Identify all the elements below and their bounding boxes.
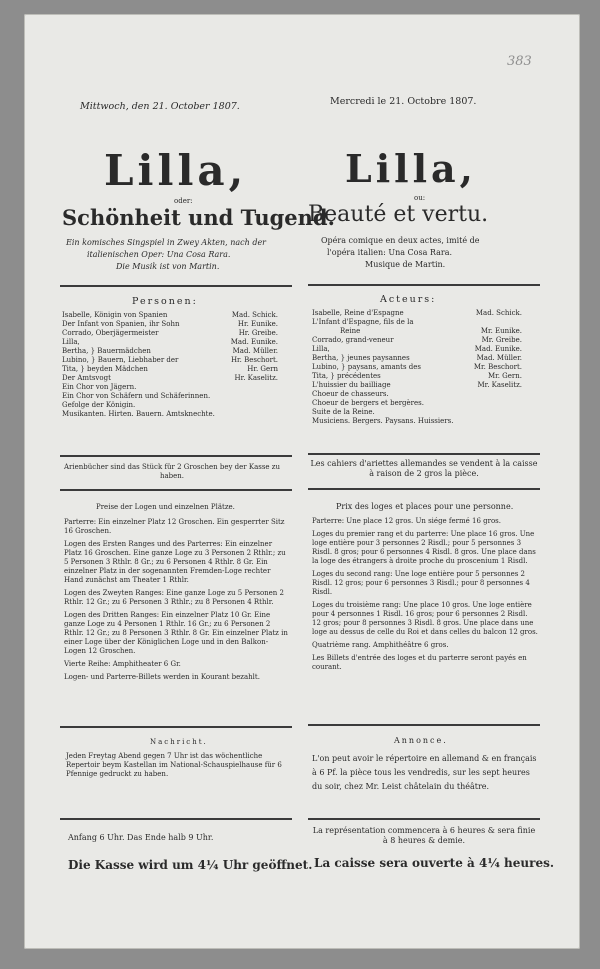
cast-row: Corrado, grand-veneur Mr. Greibe. xyxy=(312,336,522,344)
left-date: Mittwoch, den 21. October 1807. xyxy=(80,101,240,112)
chorus-line: Choeur de bergers et bergères. xyxy=(312,399,424,407)
chorus-line: Choeur de chasseurs. xyxy=(312,390,389,398)
chorus-line: Suite de la Reine. xyxy=(312,408,375,416)
chorus-line: Musiciens. Bergers. Paysans. Huissiers. xyxy=(312,417,454,425)
cast-row: Lilla, Mad. Eunike. xyxy=(312,345,522,353)
right-desc3: Musique de Martin. xyxy=(365,260,446,269)
right-divider-4 xyxy=(308,724,540,726)
right-date: Mercredi le 21. Octobre 1807. xyxy=(330,96,477,107)
right-start-time: La représentation commencera à 6 heures & sera finie à 8 heures & demie. xyxy=(312,826,536,845)
left-subtitle: Schönheit und Tugend. xyxy=(62,205,335,230)
cast-row: Lilla, Mad. Eunike. xyxy=(62,338,278,346)
left-booklet-note: Arienbücher sind das Stück für 2 Groschen bey der Kasse zu haben. xyxy=(64,463,280,480)
cast-row: Isabelle, Königin von Spanien Mad. Schick. xyxy=(62,311,278,319)
left-desc3: Die Musik ist von Martin. xyxy=(116,262,220,271)
right-cast-header: Acteurs: xyxy=(380,294,437,305)
chorus-line: Musikanten. Hirten. Bauern. Amtsknechte. xyxy=(62,410,215,418)
price-item: Quatrième rang. Amphithéâtre 6 gros. xyxy=(312,641,449,649)
cast-row: Der Amtsvogt Hr. Kaselitz. xyxy=(62,374,278,382)
cast-row: Tita, } beyden Mädchen Hr. Gern xyxy=(62,365,278,373)
chorus-line: Gefolge der Königin. xyxy=(62,401,136,409)
cast-row: Der Infant von Spanien, ihr Sohn Hr. Eunike. xyxy=(62,320,278,328)
cast-row: Bertha, } Bauermädchen Mad. Müller. xyxy=(62,347,278,355)
left-divider-2 xyxy=(60,455,292,457)
right-prices-header: Prix des loges et places pour une personne. xyxy=(336,502,514,511)
price-item: Logen des Ersten Ranges und des Parterres: Ein einzelner Platz 16 Groschen. Eine ganze Loge zu 3 Personen 2 Rthlr.; zu 5 Personen 3 Rthlr. 8 Gr.; zu 6 Personen 4 Rthlr. 8 Gr. Ein einzelner Platz in der sogenannten Fremden-Loge rechter Hand zunächst am Theater 1 Rthlr. xyxy=(64,540,286,584)
left-notice: Jeden Freytag Abend gegen 7 Uhr ist das wöchentliche Repertoir beym Kastellan im National-Schauspielhause für 6 Pfennige gedruckt zu haben. xyxy=(66,752,282,778)
price-item: Logen- und Parterre-Billets werden in Kourant bezahlt. xyxy=(64,673,260,681)
right-doors-open: La caisse sera ouverte à 4¼ heures. xyxy=(314,856,555,870)
chorus-line: Ein Chor von Schäfern und Schäferinnen. xyxy=(62,392,211,400)
right-notice: L'on peut avoir le répertoire en allemand & en français à 6 Pf. la pièce tous les vendredis, sur les sept heures du soir, chez Mr. Leist châtelain du théâtre. xyxy=(312,754,537,791)
left-oder: oder: xyxy=(174,197,193,205)
left-title: Lilla, xyxy=(104,146,248,195)
left-divider-1 xyxy=(60,285,292,287)
left-doors-open: Die Kasse wird um 4¼ Uhr geöffnet. xyxy=(68,858,313,872)
left-divider-4 xyxy=(60,726,292,728)
right-divider-2 xyxy=(308,453,540,455)
right-desc2: l'opéra italien: Una Cosa Rara. xyxy=(327,248,453,257)
price-item: Loges du troisième rang: Une place 10 gros. Une loge entière pour 4 personnes 1 Risdl. 16 gros; pour 6 personnes 2 Risdl. 12 gros; pour 8 personnes 3 Risdl. 8 gros. Une place dans une loge au dessus de celle du Roi et dans celles du balcon 12 gros. xyxy=(312,601,538,636)
cast-row: L'huissier du bailliage Mr. Kaselitz. xyxy=(312,381,522,389)
right-prices xyxy=(312,517,538,672)
left-desc2: italienischen Oper: Una Cosa Rara. xyxy=(87,250,231,259)
left-cast-header: Personen: xyxy=(132,296,198,307)
left-divider-3 xyxy=(60,489,292,491)
chorus-line: Ein Chor von Jägern. xyxy=(62,383,137,391)
cast-row: Lubino, } Bauern, Liebhaber der Hr. Beschort. xyxy=(62,356,278,364)
price-item: Les Billets d'entrée des loges et du parterre seront payés en courant. xyxy=(312,654,527,671)
cast-row: Corrado, Oberjägermeister Hr. Greibe. xyxy=(62,329,278,337)
cast-row: Bertha, } jeunes paysannes Mad. Müller. xyxy=(312,354,522,362)
right-divider-5 xyxy=(308,818,540,820)
cast-row: L'Infant d'Espagne, fils de la xyxy=(312,318,414,326)
left-desc1: Ein komisches Singspiel in Zwey Akten, nach der xyxy=(66,238,267,247)
price-item: Parterre: Une place 12 gros. Un siége fermé 16 gros. xyxy=(312,517,501,525)
right-cast-list xyxy=(312,309,522,426)
left-divider-5 xyxy=(60,818,292,820)
right-booklet-note: Les cahiers d'ariettes allemandes se vendent à la caisse à raison de 2 gros la pièce. xyxy=(310,459,538,478)
cast-row: Lubino, } paysans, amants des Mr. Beschort. xyxy=(312,363,522,371)
right-divider-1 xyxy=(308,284,540,286)
cast-row: Tita, } précédentes Mr. Gern. xyxy=(312,372,522,380)
price-item: Vierte Reihe: Amphitheater 6 Gr. xyxy=(64,660,181,668)
right-desc1: Opéra comique en deux actes, imité de xyxy=(321,236,480,245)
price-item: Logen des Dritten Ranges: Ein einzelner Platz 10 Gr. Eine ganze Loge zu 4 Personen 1 Rthlr. 16 Gr.; zu 6 Personen 2 Rthlr. 12 Gr.; zu 8 Personen 3 Rthlr. 8 Gr. Ein einzelner Platz in einer Loge über der Königlichen Loge und in den Balkon-Logen 12 Groschen. xyxy=(64,611,288,655)
left-prices-header: Preise der Logen und einzelnen Plätze. xyxy=(96,503,235,511)
left-start-time: Anfang 6 Uhr. Das Ende halb 9 Uhr. xyxy=(68,833,214,842)
price-item: Parterre: Ein einzelner Platz 12 Groschen. Ein gesperrter Sitz 16 Groschen. xyxy=(64,518,285,535)
cast-row: Isabelle, Reine d'Espagne Mad. Schick. xyxy=(312,309,522,317)
left-notice-header: Nachricht. xyxy=(150,738,208,746)
left-prices xyxy=(64,518,288,682)
right-ou: ou: xyxy=(414,194,426,202)
right-subtitle: Beauté et vertu. xyxy=(308,202,489,227)
price-item: Loges du second rang: Une loge entière pour 5 personnes 2 Risdl. 12 gros; pour 6 personnes 3 Risdl.; pour 8 personnes 4 Risdl. xyxy=(312,570,530,596)
right-divider-3 xyxy=(308,488,540,490)
price-item: Logen des Zweyten Ranges: Eine ganze Loge zu 5 Personen 2 Rthlr. 12 Gr.; zu 6 Personen 3 Rthlr.; zu 8 Personen 4 Rthlr. xyxy=(64,589,284,606)
right-title: Lilla, xyxy=(345,146,477,191)
archive-number: 383 xyxy=(507,54,532,69)
right-notice-header: Annonce. xyxy=(394,736,448,745)
price-item: Loges du premier rang et du parterre: Une place 16 gros. Une loge entière pour 3 personnes 2 Risdl.; pour 5 personnes 3 Risdl. 8 gros; pour 6 personnes 4 Risdl. 8 gros. Une place dans la loge des étrangers à droite proche du proscenium 1 Risdl. xyxy=(312,530,536,565)
left-cast-list xyxy=(62,311,278,419)
cast-row: Reine Mr. Eunike. xyxy=(340,327,522,335)
